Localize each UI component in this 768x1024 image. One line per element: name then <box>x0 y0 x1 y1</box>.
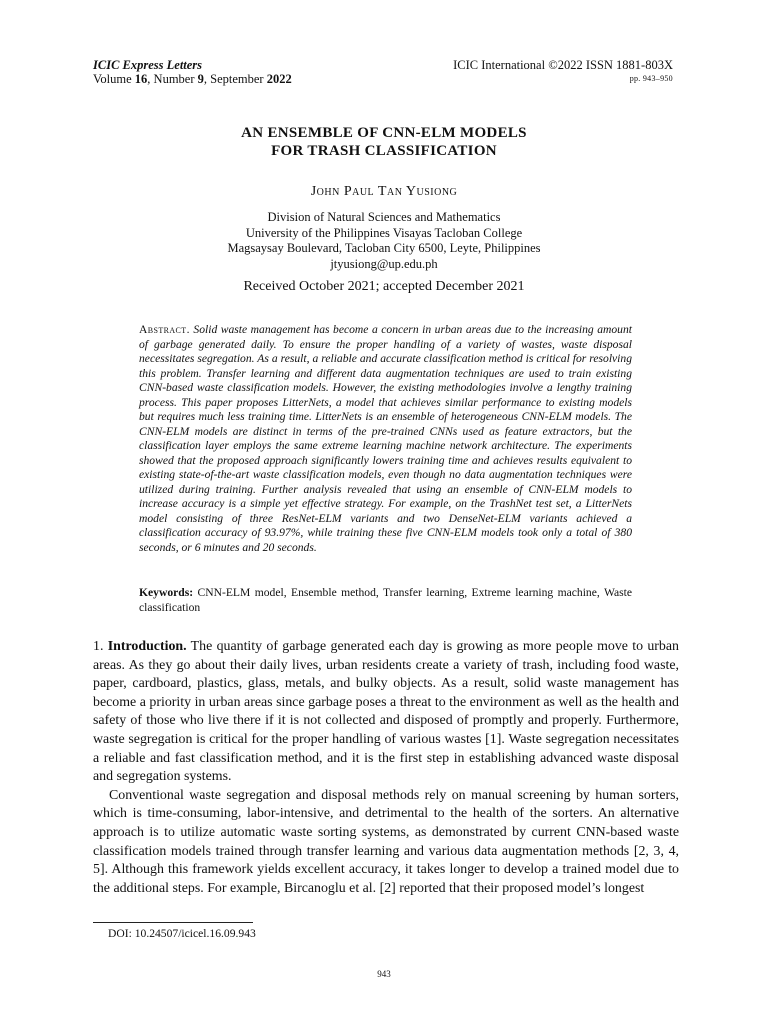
section-introduction <box>93 638 679 898</box>
journal-header <box>93 58 292 86</box>
doi-footnote: DOI: 10.24507/icicel.16.09.943 <box>108 927 256 940</box>
publisher-header <box>453 58 673 86</box>
intro-paragraph-2: Conventional waste segregation and disposal methods rely on manual screening by human sorters, which is time-consuming, labor-intensive, and detrimental to the health of the sorters. An alternative approach is to utilize automatic waste sorting systems, as demonstrated by current CNN-based waste classification models trained through transfer learning and various data augmentation methods [2, 3, 4, 5]. Although this framework yields excellent accuracy, it takes longer to develop a trained model due to the additional steps. For example, Bircanoglu et al. [2] reported that their proposed model’s longest <box>93 787 679 896</box>
volume-number: 16 <box>134 72 148 86</box>
section-heading: Introduction. <box>107 639 187 654</box>
keywords-label: Keywords: <box>139 586 194 599</box>
title-line-2: FOR TRASH CLASSIFICATION <box>271 143 497 159</box>
author-email: jtyusiong@up.edu.ph <box>330 256 438 271</box>
affiliation-line-2: University of the Philippines Visayas Tacloban College <box>245 225 523 240</box>
issue-number: 9 <box>197 72 204 86</box>
received-dates: Received October 2021; accepted December 2021 <box>243 279 525 294</box>
keywords <box>139 586 632 615</box>
abstract-text: Solid waste management has become a concern in urban areas due to the increasing amount of garbage generated daily. To ensure the proper handling of a variety of wastes, waste disposal necessitates segregation. As a result, a reliable and accurate classification method is critical for resolving this problem. Transfer learning and different data augmentation techniques are used to train existing CNN-based waste classification models. However, the existing methodologies involve a lengthy training process. This paper proposes LitterNets, a model that achieves similar performance to existing models but requires much less training time. LitterNets is an ensemble of heterogeneous CNN-ELM models. The CNN-ELM models are distinct in terms of the pre-trained CNNs used as feature extractors, but the classification layer employs the same extreme learning machine network architecture. The experiments showed that the proposed approach significantly lowers training time and achieves results equivalent to existing state-of-the-art waste classification models, even though no data augmentation techniques were utilized during training. Further analysis revealed that using an ensemble of CNN-ELM models to increase accuracy is a simple yet effective strategy. For example, on the TrashNet test set, a LitterNets model consisting of three ResNet-ELM variants and two DenseNet-ELM variants achieved a classification accuracy of 93.97%, while training these five CNN-ELM models took only a total of 380 seconds, or 6 minutes and 20 seconds. <box>139 323 632 554</box>
paper-title <box>0 124 768 160</box>
affiliation-line-3: Magsaysay Boulevard, Tacloban City 6500, Leyte, Philippines <box>227 241 541 255</box>
abstract-label: Abstract. <box>139 323 190 336</box>
page-range: pp. 943–950 <box>629 74 673 83</box>
section-number: 1. <box>93 639 104 654</box>
year: 2022 <box>266 72 292 86</box>
affiliation-line-1: Division of Natural Sciences and Mathematics <box>267 210 501 224</box>
abstract <box>139 323 632 555</box>
intro-paragraph-1 <box>93 638 679 787</box>
keywords-text: CNN-ELM model, Ensemble method, Transfer learning, Extreme learning machine, Waste classification <box>139 586 632 614</box>
copyright-issn: ICIC International ©2022 ISSN 1881-803X <box>453 58 673 72</box>
title-line-1: AN ENSEMBLE OF CNN-ELM MODELS <box>241 125 527 141</box>
author-name: John Paul Tan Yusiong <box>310 184 458 199</box>
intro-paragraph-1-text: The quantity of garbage generated each day is growing as more people move to urban areas. As they go about their daily lives, urban residents create a variety of trash, including food waste, paper, cardboard, plastics, glass, metals, and bulky objects. As a result, solid waste management has become a priority in urban areas since garbage poses a threat to the environment as well as the health and safety of those who live there if it is not collected and disposed of promptly and properly. Furthermore, waste segregation is critical for the proper handling of various wastes [1]. Waste segregation necessitates a reliable and fast classification method, and it is the first step in establishing advanced waste disposal and segregation systems. <box>93 639 679 785</box>
volume-line: Volume 16, Number 9, September 2022 <box>93 72 292 86</box>
affiliation <box>0 210 768 272</box>
journal-name: ICIC Express Letters <box>93 58 203 72</box>
page-number: 943 <box>377 969 391 979</box>
footnote-rule <box>93 922 253 923</box>
